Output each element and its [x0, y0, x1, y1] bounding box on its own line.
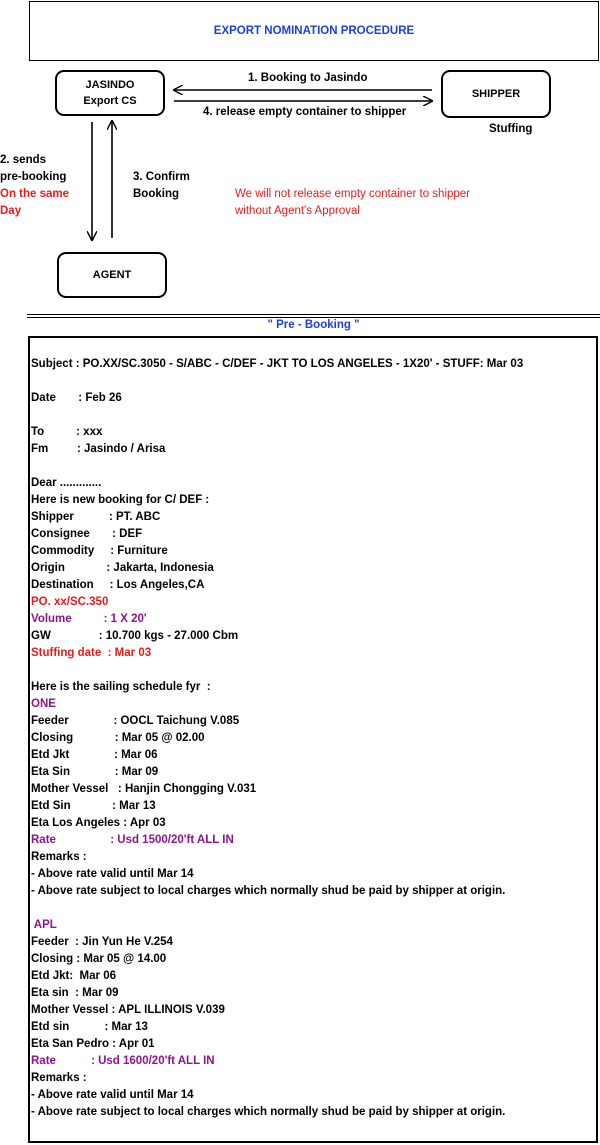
document-line — [31, 407, 591, 424]
jasindo-sub-label: Export CS — [83, 95, 137, 107]
prebooking-text — [31, 356, 591, 1121]
document-line: Etd Jkt: Mar 06 — [31, 970, 116, 982]
document-line: Consignee : DEF — [31, 528, 143, 540]
document-line — [31, 662, 591, 679]
document-line — [31, 900, 591, 917]
document-line: Date : Feb 26 — [31, 392, 122, 404]
document-line: Etd Sin : Mar 13 — [31, 800, 156, 812]
document-line: ONE — [31, 698, 56, 710]
document-line: Mother Vessel : APL ILLINOIS V.039 — [31, 1004, 225, 1016]
step3-line1: 3. Confirm — [133, 171, 190, 183]
document-line: Eta San Pedro : Apr 01 — [31, 1038, 155, 1050]
separator-line-bottom — [27, 317, 600, 318]
agent-label: AGENT — [92, 269, 132, 281]
document-line — [31, 458, 591, 475]
separator-line-top — [27, 314, 600, 315]
document-line: Etd Jkt : Mar 06 — [31, 749, 158, 761]
prebooking-title: " Pre - Booking " — [267, 319, 360, 331]
document-line — [31, 373, 591, 390]
document-line: Volume : 1 X 20' — [31, 613, 147, 625]
document-line: Feeder : OOCL Taichung V.085 — [31, 715, 240, 727]
document-line: Origin : Jakarta, Indonesia — [31, 562, 214, 574]
step4-label: 4. release empty container to shipper — [203, 106, 407, 118]
document-line: APL — [31, 919, 57, 931]
document-line: Etd sin : Mar 13 — [31, 1021, 148, 1033]
step3-line2: Booking — [133, 188, 179, 200]
shipper-label: SHIPPER — [471, 88, 521, 100]
document-line: Remarks : — [31, 1072, 87, 1084]
jasindo-label: JASINDO — [85, 79, 135, 91]
page-title: EXPORT NOMINATION PROCEDURE — [213, 25, 415, 37]
document-line: Here is the sailing schedule fyr : — [31, 681, 211, 693]
flow-arrows — [0, 0, 600, 310]
document-line: Closing : Mar 05 @ 14.00 — [31, 953, 167, 965]
document-line: PO. xx/SC.350 — [31, 596, 109, 608]
document-line: Stuffing date : Mar 03 — [31, 647, 152, 659]
document-line: Rate : Usd 1500/20'ft ALL IN — [31, 834, 234, 846]
document-line: Destination : Los Angeles,CA — [31, 579, 205, 591]
step2-line3: On the same — [0, 188, 70, 200]
document-line: GW : 10.700 kgs - 27.000 Cbm — [31, 630, 239, 642]
stuffing-label: Stuffing — [489, 123, 533, 135]
document-line: Subject : PO.XX/SC.3050 - S/ABC - C/DEF - JKT TO LOS ANGELES - 1X20' - STUFF: Mar 03 — [31, 358, 524, 370]
document-line: To : xxx — [31, 426, 103, 438]
step2-line1: 2. sends — [0, 154, 47, 166]
document-line: Remarks : — [31, 851, 87, 863]
step1-label: 1. Booking to Jasindo — [248, 72, 368, 84]
document-line: Here is new booking for C/ DEF : — [31, 494, 210, 506]
document-line: Commodity : Furniture — [31, 545, 168, 557]
document-line: Rate : Usd 1600/20'ft ALL IN — [31, 1055, 215, 1067]
note-line2: without Agent's Approval — [235, 205, 360, 217]
document-line: - Above rate valid until Mar 14 — [31, 1089, 194, 1101]
document-line: Dear ............. — [31, 477, 102, 489]
document-line: Eta sin : Mar 09 — [31, 987, 119, 999]
document-line: Closing : Mar 05 @ 02.00 — [31, 732, 205, 744]
document-line: Eta Sin : Mar 09 — [31, 766, 159, 778]
step2-line2: pre-booking — [0, 171, 67, 183]
document-line: - Above rate valid until Mar 14 — [31, 868, 194, 880]
step2-line4: Day — [0, 205, 22, 217]
document-line: Eta Los Angeles : Apr 03 — [31, 817, 166, 829]
note-line1: We will not release empty container to shipper — [235, 188, 471, 200]
document-line: - Above rate subject to local charges which normally shud be paid by shipper at origin. — [31, 1106, 506, 1118]
document-line: Fm : Jasindo / Arisa — [31, 443, 166, 455]
document-line: Feeder : Jin Yun He V.254 — [31, 936, 173, 948]
document-line: Shipper : PT. ABC — [31, 511, 161, 523]
document-line: Mother Vessel : Hanjin Chongging V.031 — [31, 783, 257, 795]
document-line: - Above rate subject to local charges which normally shud be paid by shipper at origin. — [31, 885, 506, 897]
